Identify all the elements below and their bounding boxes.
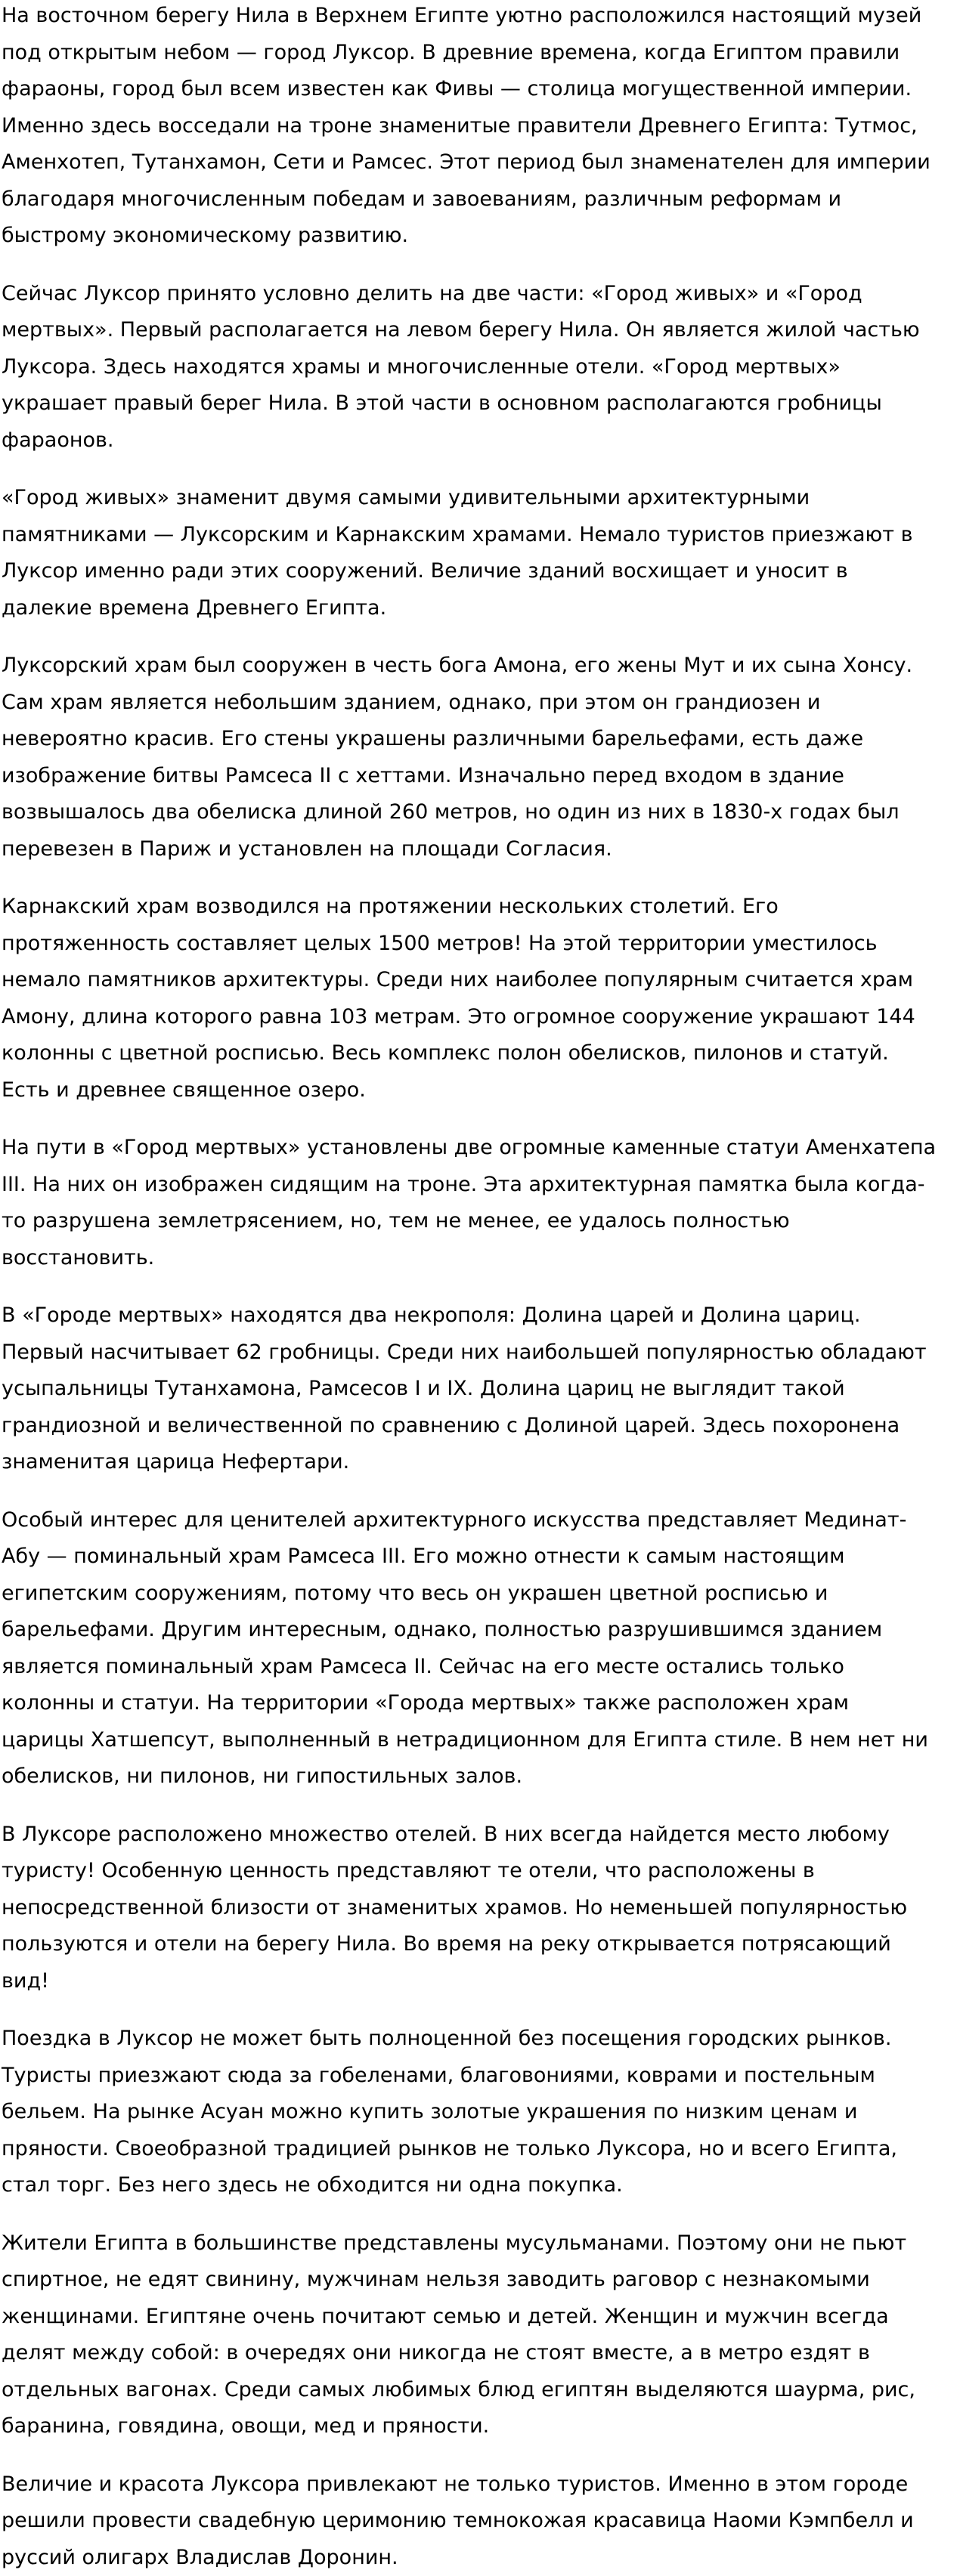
paragraph-medinet-habu: Особый интерес для ценителей архитектурного искусства представляет Мединат-Абу — поминальный храм Рамсеса III. Его можно отнести к самым настоящим египетским сооружениям, потому что весь он украшен цветной росписью и барельефами. Другим интересным, однако, полностью разрушившимся зданием является поминальный храм Рамсеса II. Сейчас на его месте остались только колонны и статуи. На территории «Города мертвых» также расположен храм царицы Хатшепсут, выполненный в нетрадиционном для Египта стиле. В нем нет ни обелисков, ни пилонов, ни гипостильных залов. — [2, 1502, 937, 1795]
paragraph-city-of-living: «Город живых» знаменит двумя самыми удивительными архитектурными памятниками — Луксорским и Карнакским храмами. Немало туристов приезжают в Луксор именно ради этих сооружений. Величие зданий восхищает и уносит в далекие времена Древнего Египта. — [2, 480, 937, 626]
paragraph-intro: На восточном берегу Нила в Верхнем Египте уютно расположился настоящий музей под открытым небом — город Луксор. В древние времена, когда Египтом правили фараоны, город был всем известен как Фивы — столица могущественной империи. Именно здесь восседали на троне знаменитые правители Древнего Египта: Тутмос, Аменхотеп, Тутанхамон, Сети и Рамсес. Этот период был знаменателен для империи благодаря многочисленным победам и завоеваниям, различным реформам и быстрому экономическому развитию. — [2, 0, 937, 255]
paragraph-karnak-temple: Карнакский храм возводился на протяжении нескольких столетий. Его протяженность составляет целых 1500 метров! На этой территории уместилось немало памятников архитектуры. Среди них наиболее популярным считается храм Амону, длина которого равна 103 метрам. Это огромное сооружение украшают 144 колонны с цветной росписью. Весь комплекс полон обелисков, пилонов и статуй. Есть и древнее священное озеро. — [2, 889, 937, 1109]
paragraph-hotels: В Луксоре расположено множество отелей. В них всегда найдется место любому туристу! Особенную ценность представляют те отели, что расположены в непосредственной близости от знаменитых храмов. Но неменьшей популярностью пользуются и отели на берегу Нила. Во время на реку открывается потрясающий вид! — [2, 1817, 937, 2000]
paragraph-customs: Жители Египта в большинстве представлены мусульманами. Поэтому они не пьют спиртное, не едят свинину, мужчинам нельзя заводить раговор с незнакомыми женщинами. Египтяне очень почитают семью и детей. Женщин и мужчин всегда делят между собой: в очередях они никогда не стоят вместе, а в метро ездят в отдельных вагонах. Среди самых любимых блюд египтян выделяются шаурма, рис, баранина, говядина, овощи, мед и пряности. — [2, 2225, 937, 2445]
paragraph-amenhotep-statues: На пути в «Город мертвых» установлены две огромные каменные статуи Аменхатепа III. На них он изображен сидящим на троне. Эта архитектурная памятка была когда-то разрушена землетрясением, но, тем не менее, ее удалось полностью восстановить. — [2, 1130, 937, 1276]
paragraph-valleys: В «Городе мертвых» находятся два некрополя: Долина царей и Долина цариц. Первый насчитывает 62 гробницы. Среди них наибольшей популярностью обладают усыпальницы Тутанхамона, Рамсесов I и IX. Долина цариц не выглядит такой грандиозной и величественной по сравнению с Долиной царей. Здесь похоронена знаменитая царица Нефертари. — [2, 1297, 937, 1481]
paragraph-luxor-temple: Луксорский храм был сооружен в честь бога Амона, его жены Мут и их сына Хонсу. Сам храм является небольшим зданием, однако, при этом он грандиозен и невероятно красив. Его стены украшены различными барельефами, есть даже изображение битвы Рамсеса II с хеттами. Изначально перед входом в здание возвышалось два обелиска длиной 260 метров, но один из них в 1830-х годах был перевезен в Париж и установлен на площади Согласия. — [2, 648, 937, 867]
paragraph-wedding: Величие и красота Луксора привлекают не только туристов. Именно в этом городе решили провести свадебную церимонию темнокожая красавица Наоми Кэмпбелл и руссий олигарх Владислав Доронин. — [2, 2466, 937, 2576]
paragraph-markets: Поездка в Луксор не может быть полноценной без посещения городских рынков. Туристы приезжают сюда за гобеленами, благовониями, коврами и постельным бельем. На рынке Асуан можно купить золотые украшения по низким ценам и пряности. Своеобразной традицией рынков не только Луксора, но и всего Египта, стал торг. Без него здесь не обходится ни одна покупка. — [2, 2021, 937, 2204]
paragraph-city-parts: Сейчас Луксор принято условно делить на две части: «Город живых» и «Город мертвых». Первый располагается на левом берегу Нила. Он является жилой частью Луксора. Здесь находятся храмы и многочисленные отели. «Город мертвых» украшает правый берег Нила. В этой части в основном располагаются гробницы фараонов. — [2, 276, 937, 459]
